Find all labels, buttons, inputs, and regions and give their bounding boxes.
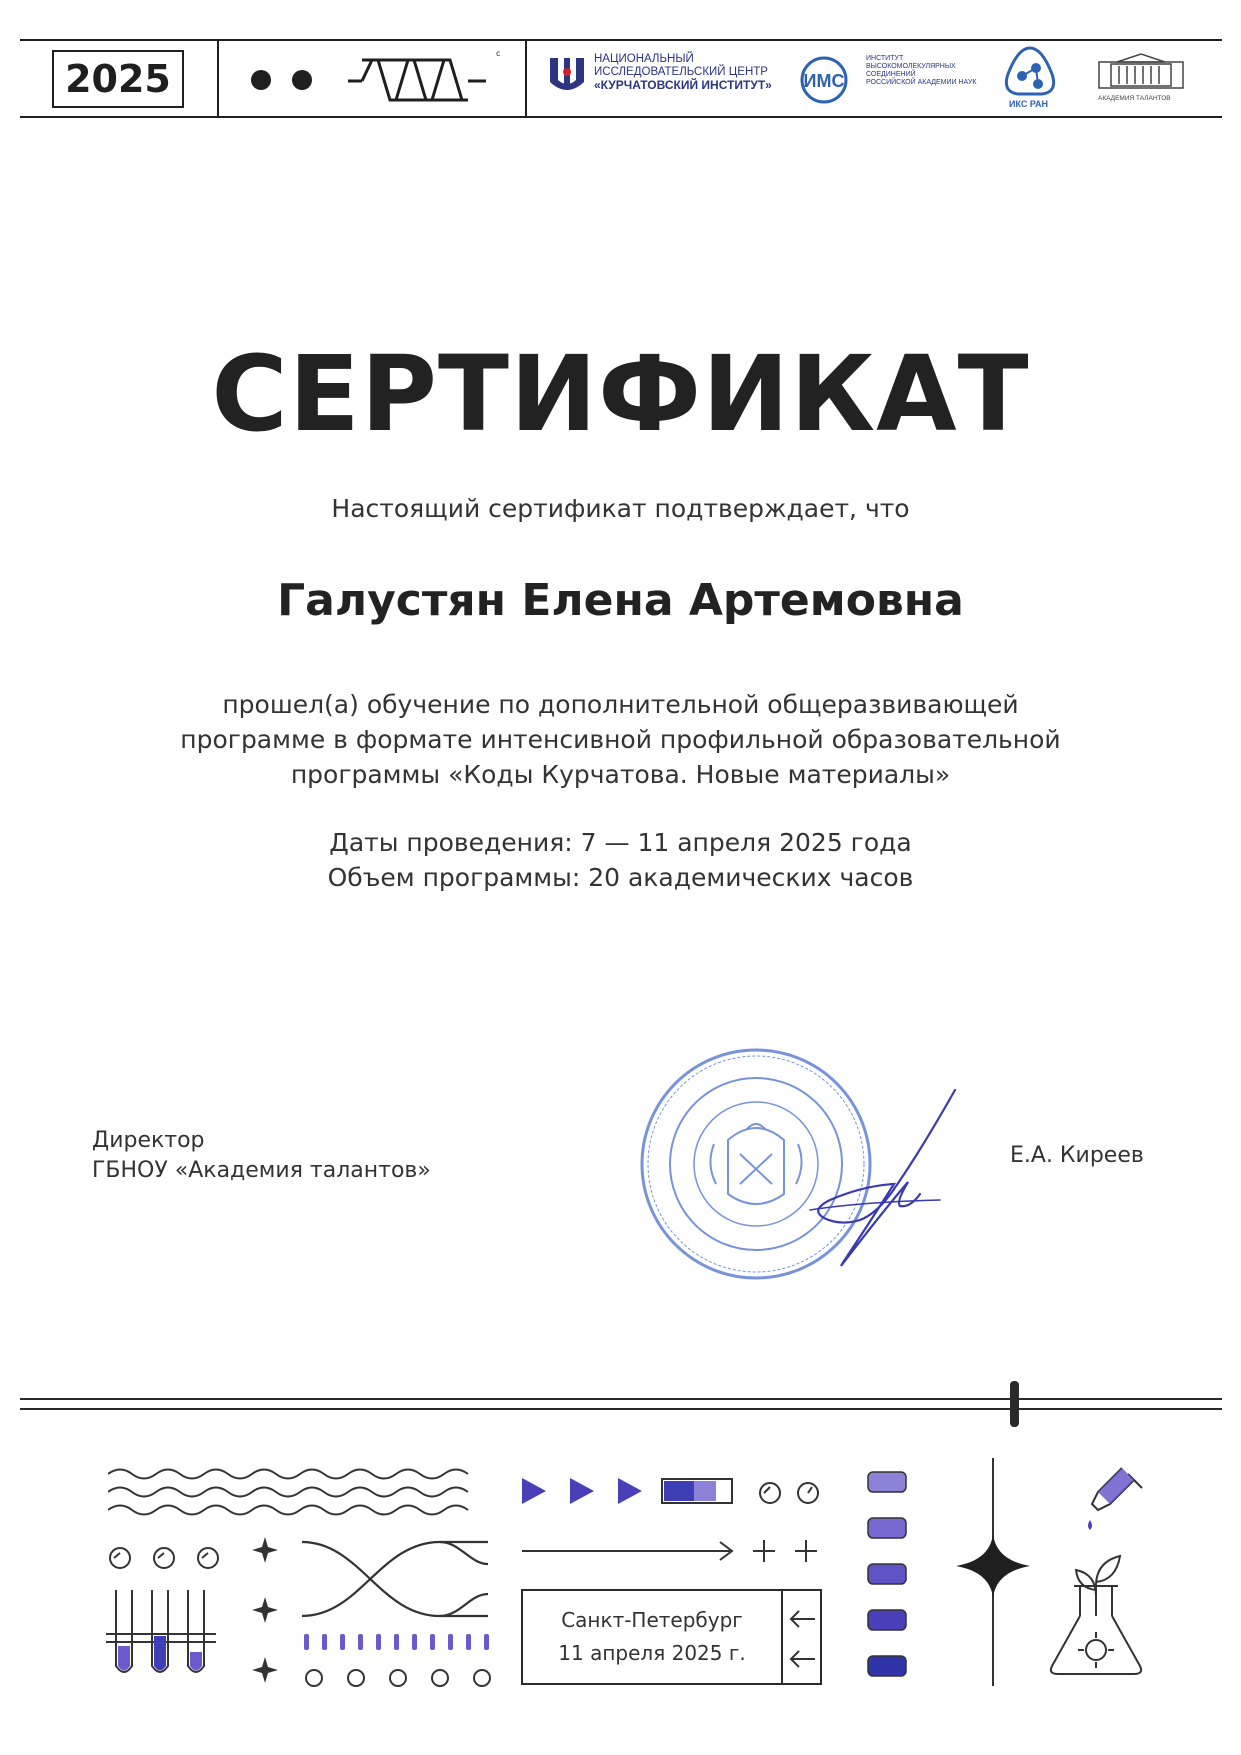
ics-ran-logo-icon (1002, 46, 1058, 98)
ics-logo-caption: ИКС РАН (1009, 99, 1049, 109)
kurchatov-logo-line: НАЦИОНАЛЬНЫЙ (594, 53, 694, 65)
place-date-box (521, 1589, 822, 1685)
confirmation-text: Настоящий сертификат подтверждает, что (331, 494, 910, 523)
header-top-rule (20, 39, 1222, 41)
header-dots-zigzag-icon (240, 50, 510, 110)
ims-logo-line: РОССИЙСКОЙ АКАДЕМИИ НАУК (866, 79, 977, 87)
footer-rule-marker (1010, 1381, 1019, 1427)
certificate-title: СЕРТИФИКАТ (211, 333, 1030, 455)
description-line: программе в формате интенсивной профильной образовательной (180, 725, 1061, 754)
kurchatov-logo-line: ИССЛЕДОВАТЕЛЬСКИЙ ЦЕНТР (594, 66, 768, 79)
stacked-blocks-icon (866, 1470, 910, 1680)
academy-logo-caption: АКАДЕМИЯ ТАЛАНТОВ (1098, 95, 1171, 102)
test-tubes-icon (106, 1586, 216, 1686)
kurchatov-logo-line: «КУРЧАТОВСКИЙ ИНСТИТУТ» (594, 78, 772, 93)
play-controls-icon (520, 1474, 820, 1514)
svg-text:c: c (496, 50, 501, 58)
program-volume: Объем программы: 20 академических часов (327, 863, 914, 892)
issue-place: Санкт-Петербург (561, 1608, 743, 1632)
ims-ran-logo-icon (800, 56, 848, 104)
program-dates: Даты проведения: 7 — 11 апреля 2025 года (329, 828, 912, 857)
arrow-plus-icon (520, 1534, 830, 1568)
sparkles-icon (250, 1535, 280, 1685)
footer-rule (20, 1398, 1222, 1400)
handwritten-signature-icon (800, 1082, 970, 1282)
header-divider (525, 40, 527, 117)
description-line: программы «Коды Курчатова. Новые материалы» (290, 760, 951, 789)
ims-logo-line: ИНСТИТУТ (866, 55, 904, 62)
signer-role: Директор (92, 1128, 205, 1153)
header-bottom-rule (20, 116, 1222, 118)
issue-date: 11 апреля 2025 г. (558, 1641, 746, 1665)
recipient-name: Галустян Елена Артемовна (277, 575, 964, 626)
gauge-dials-icon (108, 1544, 228, 1572)
kurchatov-institute-logo-icon (548, 56, 586, 98)
ims-logo-line: ВЫСОКОМОЛЕКУЛЯРНЫХ (866, 63, 956, 71)
sparkle-star-icon (948, 1456, 1038, 1688)
description-line: прошел(а) обучение по дополнительной общеразвивающей (222, 690, 1019, 719)
flask-sprout-icon (1040, 1466, 1160, 1686)
back-arrows-icon (785, 1601, 819, 1677)
kurchatov-logo-text (594, 53, 772, 93)
progress-ticks-icon (302, 1630, 492, 1690)
svg-text:ИМС: ИМС (803, 71, 845, 91)
signer-organization: ГБНОУ «Академия талантов» (92, 1158, 431, 1183)
academy-of-talents-logo-icon (1097, 52, 1185, 92)
year-badge: 2025 (52, 50, 184, 108)
ims-logo-text (866, 55, 976, 87)
helix-icon (300, 1534, 490, 1624)
place-box-divider (781, 1591, 783, 1683)
ims-logo-line: СОЕДИНЕНИЙ (866, 71, 916, 79)
signer-name: Е.А. Киреев (1010, 1143, 1144, 1168)
wave-lines-icon (108, 1462, 488, 1522)
header-divider (217, 40, 219, 117)
footer-rule (20, 1408, 1222, 1410)
